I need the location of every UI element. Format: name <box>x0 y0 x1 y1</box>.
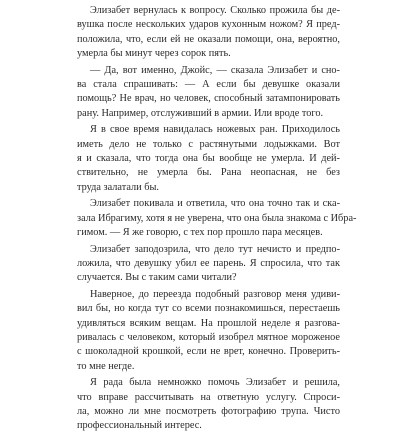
text-line: случается. Вы с таким сами читали? <box>77 272 237 284</box>
text-line: иметь дело не только с растянутыми лодыжками. Вот <box>77 138 340 150</box>
text-line: Я в свое время навидалась ножевых ран. Приходилось <box>90 124 340 136</box>
text-line: умерла бы минут через сорок пять. <box>77 48 231 60</box>
text-line: ла, можно ли мне посмотреть фотографию трупа. Чисто <box>77 405 340 417</box>
paragraph <box>77 376 340 434</box>
text-line: — Да, вот именно, Джойс, — сказала Элизабет и сно- <box>90 64 340 76</box>
text-line: помощь? Не врач, но человек, способный затампонировать <box>77 93 340 105</box>
text-line: Элизабет покивала и ответила, что она точно так и ска- <box>90 198 340 210</box>
paragraph <box>77 64 340 122</box>
text-line: ствительно, не умерла бы. Рана неопасная, не без <box>77 167 340 179</box>
text-line: гимом. — Я же говорю, с тех пор прошло пара месяцев. <box>77 227 323 239</box>
text-line: что вправе рассчитывать на ответную услугу. Спроси- <box>77 391 340 403</box>
text-line: Элизабет заподозрила, что дело тут нечисто и предпо- <box>90 243 340 255</box>
text-line: ложила, что девушку убил ее парень. Я спросила, что так <box>77 257 340 269</box>
text-line: то мне негде. <box>77 360 135 372</box>
text-line: рану. Например, отслуживший в армии. Или вроде того. <box>77 107 324 119</box>
text-line: зала Ибрагиму, хотя я не уверена, что она была знакома с Ибра- <box>77 212 357 224</box>
text-line: профессиональный интерес. <box>77 420 202 432</box>
text-line: вил бы, но когда тут со всеми познакомишься, перестаешь <box>77 303 340 315</box>
text-line: вушка после нескольких ударов кухонным ножом? Я пред- <box>77 19 340 31</box>
text-line: с шоколадной крошкой, если не врет, конечно. Проверить- <box>77 346 340 358</box>
text-line: Я рада была немножко помочь Элизабет и решила, <box>90 377 340 389</box>
paragraph <box>77 123 340 195</box>
text-line: ва стала спрашивать: — А если бы девушке оказали <box>77 79 340 91</box>
paragraph <box>77 197 357 240</box>
text-line: Элизабет вернулась к вопросу. Сколько прожила бы де- <box>90 5 340 16</box>
text-line: удивляться всяким вещам. На прошлой неделе я разгова- <box>77 317 340 329</box>
paragraph <box>77 243 340 286</box>
text-line: ривалась с человеком, который изобрел мятное мороженое <box>77 331 340 343</box>
paragraph <box>77 288 340 374</box>
text-line: я и сказала, что тогда она бы вообще не умерла. И дей- <box>77 153 340 165</box>
text-line: Наверное, до переезда подобный разговор меня удиви- <box>90 288 340 300</box>
text-line: положила, что, если ей не оказали помощи, она, вероятно, <box>77 33 340 45</box>
paragraph <box>77 4 340 62</box>
text-line: труда залатали бы. <box>77 181 159 193</box>
